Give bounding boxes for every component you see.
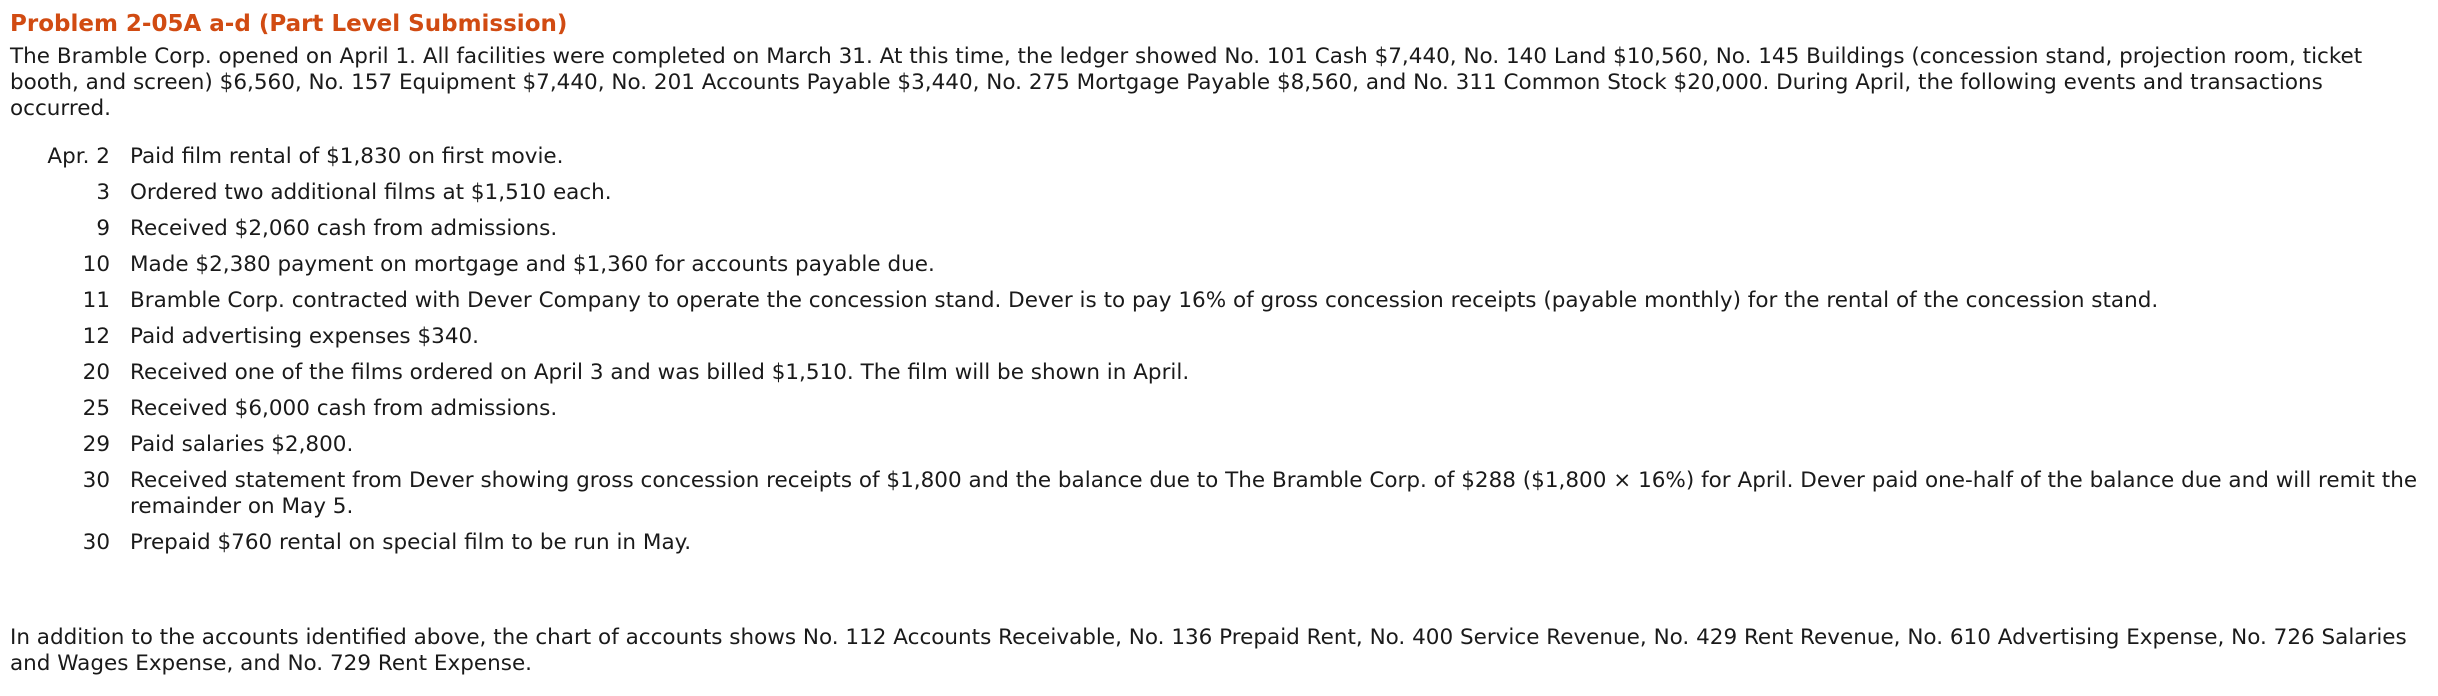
transaction-text: Paid salaries $2,800. xyxy=(130,432,354,457)
chart-of-accounts-note: In addition to the accounts identified above, the chart of accounts shows No. 112 Accounts Receivable, No. 136 Prepaid Rent, No. 400 Service Revenue, No. 429 Rent Revenue, No. 610 Advertising Expense, No. 726 Salaries and Wages Expense, and No. 729 Rent Expense. xyxy=(10,625,2407,676)
transaction-row xyxy=(10,396,2420,432)
transaction-row xyxy=(10,530,2420,566)
transaction-row xyxy=(10,324,2420,360)
transaction-text: Received $2,060 cash from admissions. xyxy=(130,216,558,241)
transaction-text: Received $6,000 cash from admissions. xyxy=(130,396,558,421)
transaction-row xyxy=(10,180,2420,216)
transaction-row xyxy=(10,144,2420,180)
transaction-text: Received one of the films ordered on April 3 and was billed $1,510. The film will be shown in April. xyxy=(130,360,1190,385)
transaction-text: Made $2,380 payment on mortgage and $1,360 for accounts payable due. xyxy=(130,252,935,277)
transaction-text: Paid film rental of $1,830 on first movie. xyxy=(130,144,564,169)
transaction-date: 3 xyxy=(96,180,110,205)
problem-intro: The Bramble Corp. opened on April 1. All facilities were completed on March 31. At this time, the ledger showed No. 101 Cash $7,440, No. 140 Land $10,560, No. 145 Buildings (concession stand, projection room, ticket booth, and screen) $6,560, No. 157 Equipment $7,440, No. 201 Accounts Payable $3,440, No. 275 Mortgage Payable $8,560, and No. 311 Common Stock $20,000. During April, the following events and transactions occurred. xyxy=(10,44,2363,121)
transaction-date: 20 xyxy=(82,360,110,385)
transaction-date: 12 xyxy=(82,324,110,349)
transaction-text: Paid advertising expenses $340. xyxy=(130,324,480,349)
transaction-text: Ordered two additional films at $1,510 each. xyxy=(130,180,612,205)
transaction-date: 25 xyxy=(82,396,110,421)
transactions-table xyxy=(10,144,2420,566)
transaction-row xyxy=(10,432,2420,468)
transaction-text: Bramble Corp. contracted with Dever Company to operate the concession stand. Dever is to pay 16% of gross concession receipts (payable monthly) for the rental of the concession stand. xyxy=(130,288,2159,313)
transaction-text: Received statement from Dever showing gross concession receipts of $1,800 and the balance due to The Bramble Corp. of $288 ($1,800 × 16%) for April. Dever paid one-half of the balance due and will remit the remainder on May 5. xyxy=(130,468,2418,519)
transaction-date: 30 xyxy=(82,530,110,555)
transaction-row xyxy=(10,468,2420,530)
transaction-row xyxy=(10,360,2420,396)
transaction-row xyxy=(10,288,2420,324)
transaction-row xyxy=(10,252,2420,288)
transaction-date: 10 xyxy=(82,252,110,277)
transaction-text: Prepaid $760 rental on special film to be run in May. xyxy=(130,530,692,555)
transaction-date: 11 xyxy=(82,288,110,313)
transaction-date: Apr. 2 xyxy=(47,144,110,169)
transaction-date: 29 xyxy=(82,432,110,457)
transaction-date: 30 xyxy=(82,468,110,493)
transaction-date: 9 xyxy=(96,216,110,241)
problem-title: Problem 2-05A a-d (Part Level Submission) xyxy=(10,11,568,37)
transaction-row xyxy=(10,216,2420,252)
